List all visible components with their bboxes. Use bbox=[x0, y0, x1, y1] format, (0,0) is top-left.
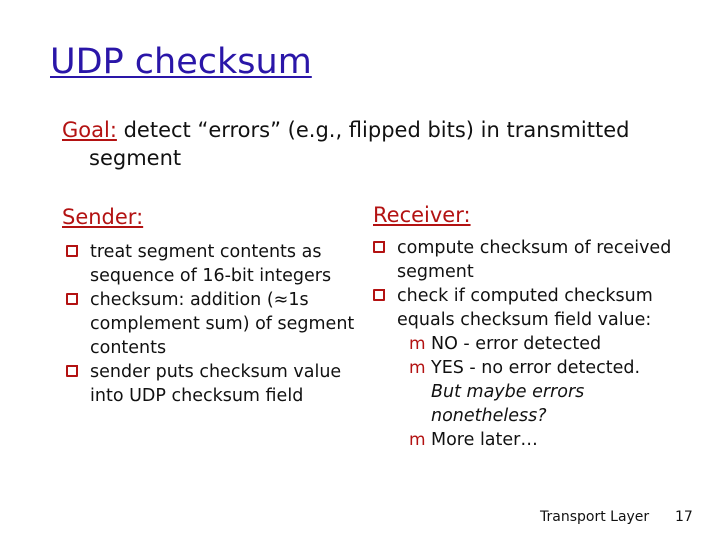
page-number: 17 bbox=[675, 509, 693, 525]
slide-title: UDP checksum bbox=[50, 42, 312, 82]
sublist-item-text: NO - error detected bbox=[431, 334, 602, 354]
sublist-item bbox=[407, 356, 693, 428]
square-bullet-icon bbox=[373, 289, 385, 301]
list-item bbox=[66, 360, 356, 408]
sub-bullet-icon: m bbox=[409, 430, 426, 450]
receiver-heading: Receiver: bbox=[373, 203, 471, 227]
list-item bbox=[66, 288, 356, 360]
goal-text: detect “errors” (e.g., flipped bits) in transmitted segment bbox=[89, 118, 630, 170]
list-item bbox=[373, 284, 693, 332]
footer-label: Transport Layer bbox=[540, 509, 650, 525]
sublist-item-text: More later… bbox=[431, 430, 538, 450]
sender-heading: Sender: bbox=[62, 205, 144, 229]
goal-statement bbox=[62, 116, 702, 172]
list-item bbox=[66, 240, 356, 288]
goal-label: Goal: bbox=[62, 118, 117, 142]
receiver-list bbox=[373, 236, 693, 332]
sublist-container bbox=[373, 332, 693, 452]
sublist-item-note: But maybe errors nonetheless? bbox=[431, 382, 585, 426]
sender-item-text: checksum: addition (≈1s complement sum) of segment contents bbox=[90, 290, 355, 358]
sublist-item bbox=[407, 428, 693, 452]
square-bullet-icon bbox=[66, 293, 78, 305]
sender-list bbox=[66, 240, 356, 408]
receiver-item-text: compute checksum of received segment bbox=[397, 238, 672, 282]
square-bullet-icon bbox=[66, 365, 78, 377]
square-bullet-icon bbox=[66, 245, 78, 257]
sublist bbox=[373, 332, 693, 452]
sublist-item-text: YES - no error detected. bbox=[431, 358, 641, 378]
sender-item-text: treat segment contents as sequence of 16-bit integers bbox=[90, 242, 332, 286]
sub-bullet-icon: m bbox=[409, 358, 426, 378]
sub-bullet-icon: m bbox=[409, 334, 426, 354]
sender-item-text: sender puts checksum value into UDP checksum field bbox=[90, 362, 342, 406]
square-bullet-icon bbox=[373, 241, 385, 253]
receiver-item-text: check if computed checksum equals checksum field value: bbox=[397, 286, 653, 330]
sublist-item bbox=[407, 332, 693, 356]
receiver-sublist bbox=[373, 332, 693, 452]
list-item bbox=[373, 236, 693, 284]
